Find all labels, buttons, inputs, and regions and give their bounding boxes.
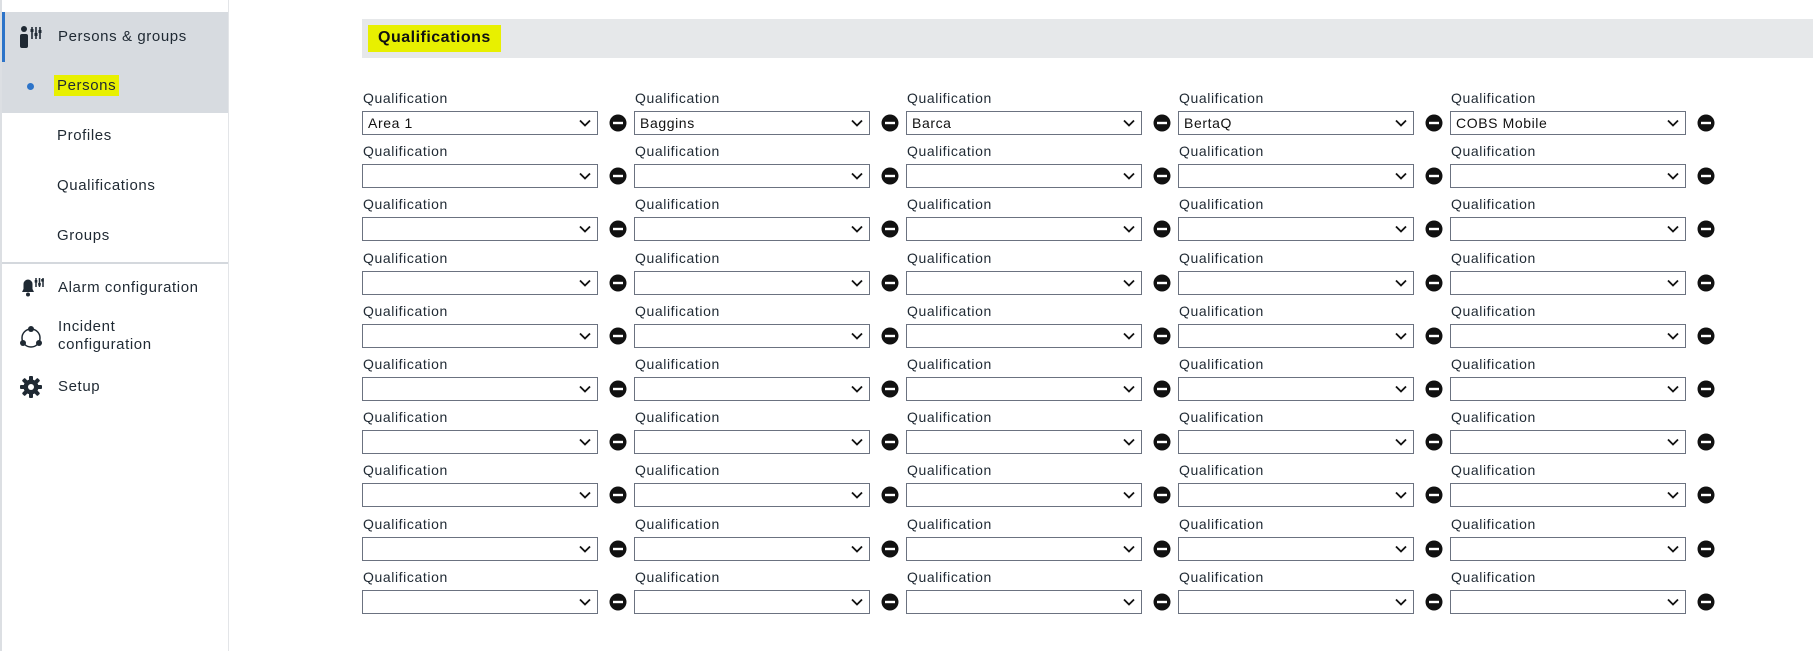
sidebar-subitem-qualifications[interactable] bbox=[2, 162, 228, 210]
chevron-down-icon bbox=[578, 488, 592, 502]
qualification-label: Qualification bbox=[1451, 462, 1536, 478]
active-dot bbox=[27, 83, 34, 90]
page-title: Qualifications bbox=[368, 25, 501, 52]
qualification-select[interactable] bbox=[906, 111, 1142, 135]
qualification-label: Qualification bbox=[363, 409, 448, 425]
chevron-down-icon bbox=[578, 382, 592, 396]
subitem-label: Profiles bbox=[57, 127, 112, 144]
qualification-select[interactable] bbox=[362, 271, 598, 295]
qualification-field bbox=[634, 569, 906, 622]
qualification-field bbox=[906, 569, 1178, 622]
qualification-select[interactable] bbox=[1178, 537, 1414, 561]
qualification-label: Qualification bbox=[635, 356, 720, 372]
chevron-down-icon bbox=[850, 116, 864, 130]
chevron-down-icon bbox=[578, 435, 592, 449]
chevron-down-icon bbox=[1666, 595, 1680, 609]
remove-qualification-icon[interactable] bbox=[1153, 540, 1171, 558]
qualification-field bbox=[1450, 143, 1722, 196]
incident-label-line2: configuration bbox=[58, 336, 152, 353]
qualification-value: Baggins bbox=[640, 115, 695, 131]
qualification-field bbox=[1178, 462, 1450, 515]
remove-qualification-icon[interactable] bbox=[609, 540, 627, 558]
qualification-select[interactable] bbox=[1178, 324, 1414, 348]
qualification-select[interactable] bbox=[1178, 217, 1414, 241]
qualification-label: Qualification bbox=[1451, 303, 1536, 319]
qualification-label: Qualification bbox=[363, 516, 448, 532]
qualification-field bbox=[906, 356, 1178, 409]
chevron-down-icon bbox=[850, 169, 864, 183]
qualification-select[interactable] bbox=[634, 164, 870, 188]
qualification-select[interactable] bbox=[906, 483, 1142, 507]
qualification-label: Qualification bbox=[1451, 569, 1536, 585]
qualification-field bbox=[1178, 250, 1450, 303]
qualification-field bbox=[906, 250, 1178, 303]
qualification-select[interactable] bbox=[1450, 590, 1686, 614]
qualification-field bbox=[1450, 303, 1722, 356]
chevron-down-icon bbox=[1394, 488, 1408, 502]
qualification-label: Qualification bbox=[635, 196, 720, 212]
qualification-field bbox=[1178, 516, 1450, 569]
remove-qualification-icon[interactable] bbox=[1153, 167, 1171, 185]
qualification-field bbox=[634, 143, 906, 196]
remove-qualification-icon[interactable] bbox=[881, 540, 899, 558]
chevron-down-icon bbox=[1666, 169, 1680, 183]
qualification-field bbox=[634, 250, 906, 303]
qualification-select[interactable] bbox=[634, 537, 870, 561]
qualification-field bbox=[1178, 196, 1450, 249]
qualification-field bbox=[362, 143, 634, 196]
qualification-field bbox=[1450, 196, 1722, 249]
qualification-row bbox=[362, 196, 1762, 249]
chevron-down-icon bbox=[1122, 116, 1136, 130]
qualification-row bbox=[362, 250, 1762, 303]
qualification-row bbox=[362, 90, 1762, 143]
qualification-select[interactable] bbox=[906, 590, 1142, 614]
qualification-label: Qualification bbox=[635, 143, 720, 159]
qualification-select[interactable] bbox=[362, 537, 598, 561]
chevron-down-icon bbox=[850, 595, 864, 609]
remove-qualification-icon[interactable] bbox=[609, 220, 627, 238]
qualification-row bbox=[362, 516, 1762, 569]
qualification-field bbox=[1450, 462, 1722, 515]
persons-label: Persons bbox=[54, 75, 119, 96]
remove-qualification-icon[interactable] bbox=[1697, 327, 1715, 345]
qualification-label: Qualification bbox=[363, 250, 448, 266]
qualification-label: Qualification bbox=[907, 90, 992, 106]
qualification-label: Qualification bbox=[1451, 143, 1536, 159]
chevron-down-icon bbox=[1394, 382, 1408, 396]
remove-qualification-icon[interactable] bbox=[1425, 327, 1443, 345]
nav-item-persons-groups[interactable] bbox=[2, 12, 228, 62]
chevron-down-icon bbox=[1666, 435, 1680, 449]
chevron-down-icon bbox=[1122, 595, 1136, 609]
remove-qualification-icon[interactable] bbox=[1153, 380, 1171, 398]
qualification-field bbox=[906, 303, 1178, 356]
chevron-down-icon bbox=[850, 542, 864, 556]
qualification-row bbox=[362, 569, 1762, 622]
qualification-label: Qualification bbox=[907, 303, 992, 319]
remove-qualification-icon[interactable] bbox=[881, 274, 899, 292]
qualification-select[interactable] bbox=[1450, 483, 1686, 507]
remove-qualification-icon[interactable] bbox=[609, 274, 627, 292]
qualification-value: Barca bbox=[912, 115, 952, 131]
qualification-field bbox=[362, 356, 634, 409]
remove-qualification-icon[interactable] bbox=[1697, 167, 1715, 185]
qualification-field bbox=[362, 196, 634, 249]
qualification-select[interactable] bbox=[1178, 377, 1414, 401]
qualification-select[interactable] bbox=[634, 483, 870, 507]
remove-qualification-icon[interactable] bbox=[1425, 380, 1443, 398]
chevron-down-icon bbox=[1394, 169, 1408, 183]
chevron-down-icon bbox=[1394, 329, 1408, 343]
subitem-label bbox=[57, 77, 119, 94]
qualification-select[interactable] bbox=[906, 537, 1142, 561]
remove-qualification-icon[interactable] bbox=[1697, 593, 1715, 611]
remove-qualification-icon[interactable] bbox=[881, 327, 899, 345]
remove-qualification-icon[interactable] bbox=[881, 486, 899, 504]
qualification-label: Qualification bbox=[1451, 409, 1536, 425]
qualification-row bbox=[362, 462, 1762, 515]
remove-qualification-icon[interactable] bbox=[1153, 486, 1171, 504]
qualification-label: Qualification bbox=[635, 303, 720, 319]
qualification-select[interactable] bbox=[906, 430, 1142, 454]
chevron-down-icon bbox=[578, 595, 592, 609]
qualification-select[interactable] bbox=[1450, 324, 1686, 348]
subitem-label: Groups bbox=[57, 227, 110, 244]
qualification-select[interactable] bbox=[906, 164, 1142, 188]
chevron-down-icon bbox=[578, 542, 592, 556]
section-header bbox=[362, 19, 1813, 58]
qualification-field bbox=[1450, 250, 1722, 303]
qualification-label: Qualification bbox=[907, 462, 992, 478]
qualification-label: Qualification bbox=[363, 462, 448, 478]
nav-item-label-incident bbox=[58, 318, 152, 354]
chevron-down-icon bbox=[1394, 116, 1408, 130]
qualification-field bbox=[1178, 356, 1450, 409]
qualification-select[interactable] bbox=[1450, 217, 1686, 241]
remove-qualification-icon[interactable] bbox=[609, 327, 627, 345]
remove-qualification-icon[interactable] bbox=[609, 114, 627, 132]
qualification-label: Qualification bbox=[907, 143, 992, 159]
remove-qualification-icon[interactable] bbox=[609, 167, 627, 185]
remove-qualification-icon[interactable] bbox=[609, 486, 627, 504]
chevron-down-icon bbox=[578, 116, 592, 130]
qualification-label: Qualification bbox=[1179, 462, 1264, 478]
chevron-down-icon bbox=[850, 435, 864, 449]
chevron-down-icon bbox=[1666, 276, 1680, 290]
qualification-label: Qualification bbox=[1451, 90, 1536, 106]
qualification-select[interactable] bbox=[1178, 430, 1414, 454]
qualification-field bbox=[634, 409, 906, 462]
alarm-bell-icon bbox=[18, 274, 44, 300]
qualification-label: Qualification bbox=[1451, 516, 1536, 532]
qualification-field bbox=[362, 462, 634, 515]
qualification-select[interactable] bbox=[1178, 164, 1414, 188]
chevron-down-icon bbox=[1122, 488, 1136, 502]
remove-qualification-icon[interactable] bbox=[1697, 220, 1715, 238]
qualification-field bbox=[634, 196, 906, 249]
chevron-down-icon bbox=[1122, 329, 1136, 343]
qualification-label: Qualification bbox=[1179, 303, 1264, 319]
subitem-label: Qualifications bbox=[57, 177, 156, 194]
qualification-label: Qualification bbox=[1451, 196, 1536, 212]
nav-item-alarm-configuration[interactable] bbox=[2, 272, 228, 302]
sidebar-subitem-profiles[interactable] bbox=[2, 112, 228, 160]
remove-qualification-icon[interactable] bbox=[1425, 593, 1443, 611]
qualification-field bbox=[906, 90, 1178, 143]
remove-qualification-icon[interactable] bbox=[1153, 593, 1171, 611]
incident-network-icon bbox=[18, 325, 44, 351]
remove-qualification-icon[interactable] bbox=[1425, 486, 1443, 504]
qualification-value: Area 1 bbox=[368, 115, 413, 131]
qualification-label: Qualification bbox=[635, 462, 720, 478]
remove-qualification-icon[interactable] bbox=[1425, 220, 1443, 238]
qualification-field bbox=[1450, 569, 1722, 622]
remove-qualification-icon[interactable] bbox=[609, 380, 627, 398]
qualification-label: Qualification bbox=[1179, 409, 1264, 425]
qualification-label: Qualification bbox=[635, 516, 720, 532]
remove-qualification-icon[interactable] bbox=[1425, 167, 1443, 185]
qualification-field bbox=[1178, 143, 1450, 196]
qualification-field bbox=[1178, 569, 1450, 622]
qualification-field bbox=[362, 516, 634, 569]
qualification-value: BertaQ bbox=[1184, 115, 1232, 131]
nav-item-label: Persons & groups bbox=[58, 28, 187, 45]
qualification-label: Qualification bbox=[1179, 356, 1264, 372]
qualification-select[interactable] bbox=[1178, 111, 1414, 135]
qualification-select[interactable] bbox=[1450, 430, 1686, 454]
qualification-label: Qualification bbox=[1451, 356, 1536, 372]
chevron-down-icon bbox=[850, 382, 864, 396]
qualification-field bbox=[634, 462, 906, 515]
qualification-select[interactable] bbox=[362, 164, 598, 188]
sidebar-divider bbox=[2, 262, 228, 264]
qualification-field bbox=[1450, 356, 1722, 409]
nav-item-setup[interactable] bbox=[2, 372, 228, 402]
remove-qualification-icon[interactable] bbox=[1697, 380, 1715, 398]
qualification-select[interactable] bbox=[634, 377, 870, 401]
nav-item-label: Setup bbox=[58, 378, 101, 395]
chevron-down-icon bbox=[1122, 169, 1136, 183]
qualification-select[interactable] bbox=[1178, 483, 1414, 507]
remove-qualification-icon[interactable] bbox=[1153, 220, 1171, 238]
qualification-select[interactable] bbox=[1450, 377, 1686, 401]
chevron-down-icon bbox=[578, 329, 592, 343]
sidebar bbox=[0, 0, 229, 651]
qualification-select[interactable] bbox=[906, 324, 1142, 348]
chevron-down-icon bbox=[850, 276, 864, 290]
qualification-row bbox=[362, 143, 1762, 196]
chevron-down-icon bbox=[1122, 542, 1136, 556]
qualification-select[interactable] bbox=[634, 271, 870, 295]
qualification-select[interactable] bbox=[1450, 164, 1686, 188]
qualification-field bbox=[362, 250, 634, 303]
chevron-down-icon bbox=[578, 276, 592, 290]
qualification-field bbox=[1450, 90, 1722, 143]
qualification-select[interactable] bbox=[906, 377, 1142, 401]
qualification-label: Qualification bbox=[1451, 250, 1536, 266]
qualification-field bbox=[1450, 409, 1722, 462]
nav-item-label: Alarm configuration bbox=[58, 279, 199, 296]
chevron-down-icon bbox=[1122, 222, 1136, 236]
qualification-row bbox=[362, 409, 1762, 462]
qualification-label: Qualification bbox=[1179, 569, 1264, 585]
qualification-label: Qualification bbox=[363, 196, 448, 212]
chevron-down-icon bbox=[578, 222, 592, 236]
qualification-value: COBS Mobile bbox=[1456, 115, 1548, 131]
sidebar-subitem-persons[interactable] bbox=[2, 62, 228, 110]
qualification-select[interactable] bbox=[362, 483, 598, 507]
remove-qualification-icon[interactable] bbox=[609, 593, 627, 611]
qualification-field bbox=[906, 516, 1178, 569]
chevron-down-icon bbox=[1394, 435, 1408, 449]
chevron-down-icon bbox=[1122, 435, 1136, 449]
remove-qualification-icon[interactable] bbox=[1425, 274, 1443, 292]
remove-qualification-icon[interactable] bbox=[1153, 327, 1171, 345]
qualification-label: Qualification bbox=[1179, 143, 1264, 159]
remove-qualification-icon[interactable] bbox=[1425, 114, 1443, 132]
remove-qualification-icon[interactable] bbox=[881, 114, 899, 132]
remove-qualification-icon[interactable] bbox=[1153, 433, 1171, 451]
remove-qualification-icon[interactable] bbox=[881, 433, 899, 451]
qualification-label: Qualification bbox=[363, 143, 448, 159]
gear-icon bbox=[18, 374, 44, 400]
qualification-field bbox=[906, 196, 1178, 249]
qualification-field bbox=[362, 409, 634, 462]
qualification-select[interactable] bbox=[362, 111, 598, 135]
qualification-select[interactable] bbox=[362, 324, 598, 348]
qualification-select[interactable] bbox=[362, 590, 598, 614]
qualification-field bbox=[362, 569, 634, 622]
chevron-down-icon bbox=[850, 329, 864, 343]
qualification-label: Qualification bbox=[363, 356, 448, 372]
qualification-select[interactable] bbox=[362, 217, 598, 241]
remove-qualification-icon[interactable] bbox=[1425, 540, 1443, 558]
chevron-down-icon bbox=[1666, 329, 1680, 343]
qualification-label: Qualification bbox=[907, 250, 992, 266]
qualification-field bbox=[1178, 90, 1450, 143]
qualification-label: Qualification bbox=[1179, 250, 1264, 266]
chevron-down-icon bbox=[1666, 222, 1680, 236]
qualification-select[interactable] bbox=[634, 111, 870, 135]
qualification-select[interactable] bbox=[634, 217, 870, 241]
chevron-down-icon bbox=[578, 169, 592, 183]
qualification-label: Qualification bbox=[907, 516, 992, 532]
qualification-select[interactable] bbox=[1178, 590, 1414, 614]
qualification-select[interactable] bbox=[634, 430, 870, 454]
qualification-field bbox=[362, 90, 634, 143]
qualification-select[interactable] bbox=[1450, 271, 1686, 295]
qualification-field bbox=[906, 462, 1178, 515]
remove-qualification-icon[interactable] bbox=[1153, 274, 1171, 292]
remove-qualification-icon[interactable] bbox=[1697, 540, 1715, 558]
remove-qualification-icon[interactable] bbox=[881, 220, 899, 238]
incident-label-line1: Incident bbox=[58, 318, 116, 335]
remove-qualification-icon[interactable] bbox=[1697, 114, 1715, 132]
chevron-down-icon bbox=[1122, 276, 1136, 290]
remove-qualification-icon[interactable] bbox=[881, 593, 899, 611]
qualification-label: Qualification bbox=[363, 90, 448, 106]
qualification-select[interactable] bbox=[634, 590, 870, 614]
qualification-select[interactable] bbox=[362, 430, 598, 454]
chevron-down-icon bbox=[1394, 276, 1408, 290]
chevron-down-icon bbox=[1394, 542, 1408, 556]
chevron-down-icon bbox=[1122, 382, 1136, 396]
remove-qualification-icon[interactable] bbox=[1153, 114, 1171, 132]
qualification-field bbox=[1450, 516, 1722, 569]
chevron-down-icon bbox=[1666, 488, 1680, 502]
chevron-down-icon bbox=[1666, 382, 1680, 396]
chevron-down-icon bbox=[850, 222, 864, 236]
qualification-label: Qualification bbox=[363, 569, 448, 585]
qualification-select[interactable] bbox=[906, 271, 1142, 295]
qualification-label: Qualification bbox=[635, 409, 720, 425]
remove-qualification-icon[interactable] bbox=[881, 380, 899, 398]
qualification-field bbox=[634, 356, 906, 409]
qualification-label: Qualification bbox=[907, 196, 992, 212]
chevron-down-icon bbox=[1666, 542, 1680, 556]
remove-qualification-icon[interactable] bbox=[1697, 486, 1715, 504]
remove-qualification-icon[interactable] bbox=[881, 167, 899, 185]
qualification-field bbox=[634, 516, 906, 569]
qualification-field bbox=[906, 143, 1178, 196]
nav-item-incident-configuration[interactable] bbox=[2, 316, 228, 360]
chevron-down-icon bbox=[1394, 222, 1408, 236]
qualification-select[interactable] bbox=[1450, 111, 1686, 135]
qualification-field bbox=[1178, 409, 1450, 462]
qualification-select[interactable] bbox=[906, 217, 1142, 241]
qualification-field bbox=[634, 90, 906, 143]
qualification-label: Qualification bbox=[907, 356, 992, 372]
qualification-label: Qualification bbox=[635, 250, 720, 266]
qualification-select[interactable] bbox=[1178, 271, 1414, 295]
qualification-select[interactable] bbox=[1450, 537, 1686, 561]
qualification-label: Qualification bbox=[1179, 90, 1264, 106]
remove-qualification-icon[interactable] bbox=[609, 433, 627, 451]
qualification-label: Qualification bbox=[635, 569, 720, 585]
qualification-select[interactable] bbox=[634, 324, 870, 348]
remove-qualification-icon[interactable] bbox=[1697, 274, 1715, 292]
qualification-label: Qualification bbox=[907, 569, 992, 585]
qualification-field bbox=[362, 303, 634, 356]
remove-qualification-icon[interactable] bbox=[1425, 433, 1443, 451]
qualification-label: Qualification bbox=[1179, 516, 1264, 532]
qualification-select[interactable] bbox=[362, 377, 598, 401]
persons-groups-icon bbox=[18, 24, 44, 50]
qualification-label: Qualification bbox=[1179, 196, 1264, 212]
chevron-down-icon bbox=[1394, 595, 1408, 609]
qualification-row bbox=[362, 356, 1762, 409]
qualification-field bbox=[906, 409, 1178, 462]
qualification-field bbox=[1178, 303, 1450, 356]
chevron-down-icon bbox=[850, 488, 864, 502]
qualification-label: Qualification bbox=[907, 409, 992, 425]
qualification-field bbox=[634, 303, 906, 356]
sidebar-subitem-groups[interactable] bbox=[2, 212, 228, 260]
remove-qualification-icon[interactable] bbox=[1697, 433, 1715, 451]
qualification-row bbox=[362, 303, 1762, 356]
qualification-label: Qualification bbox=[363, 303, 448, 319]
chevron-down-icon bbox=[1666, 116, 1680, 130]
qualification-label: Qualification bbox=[635, 90, 720, 106]
